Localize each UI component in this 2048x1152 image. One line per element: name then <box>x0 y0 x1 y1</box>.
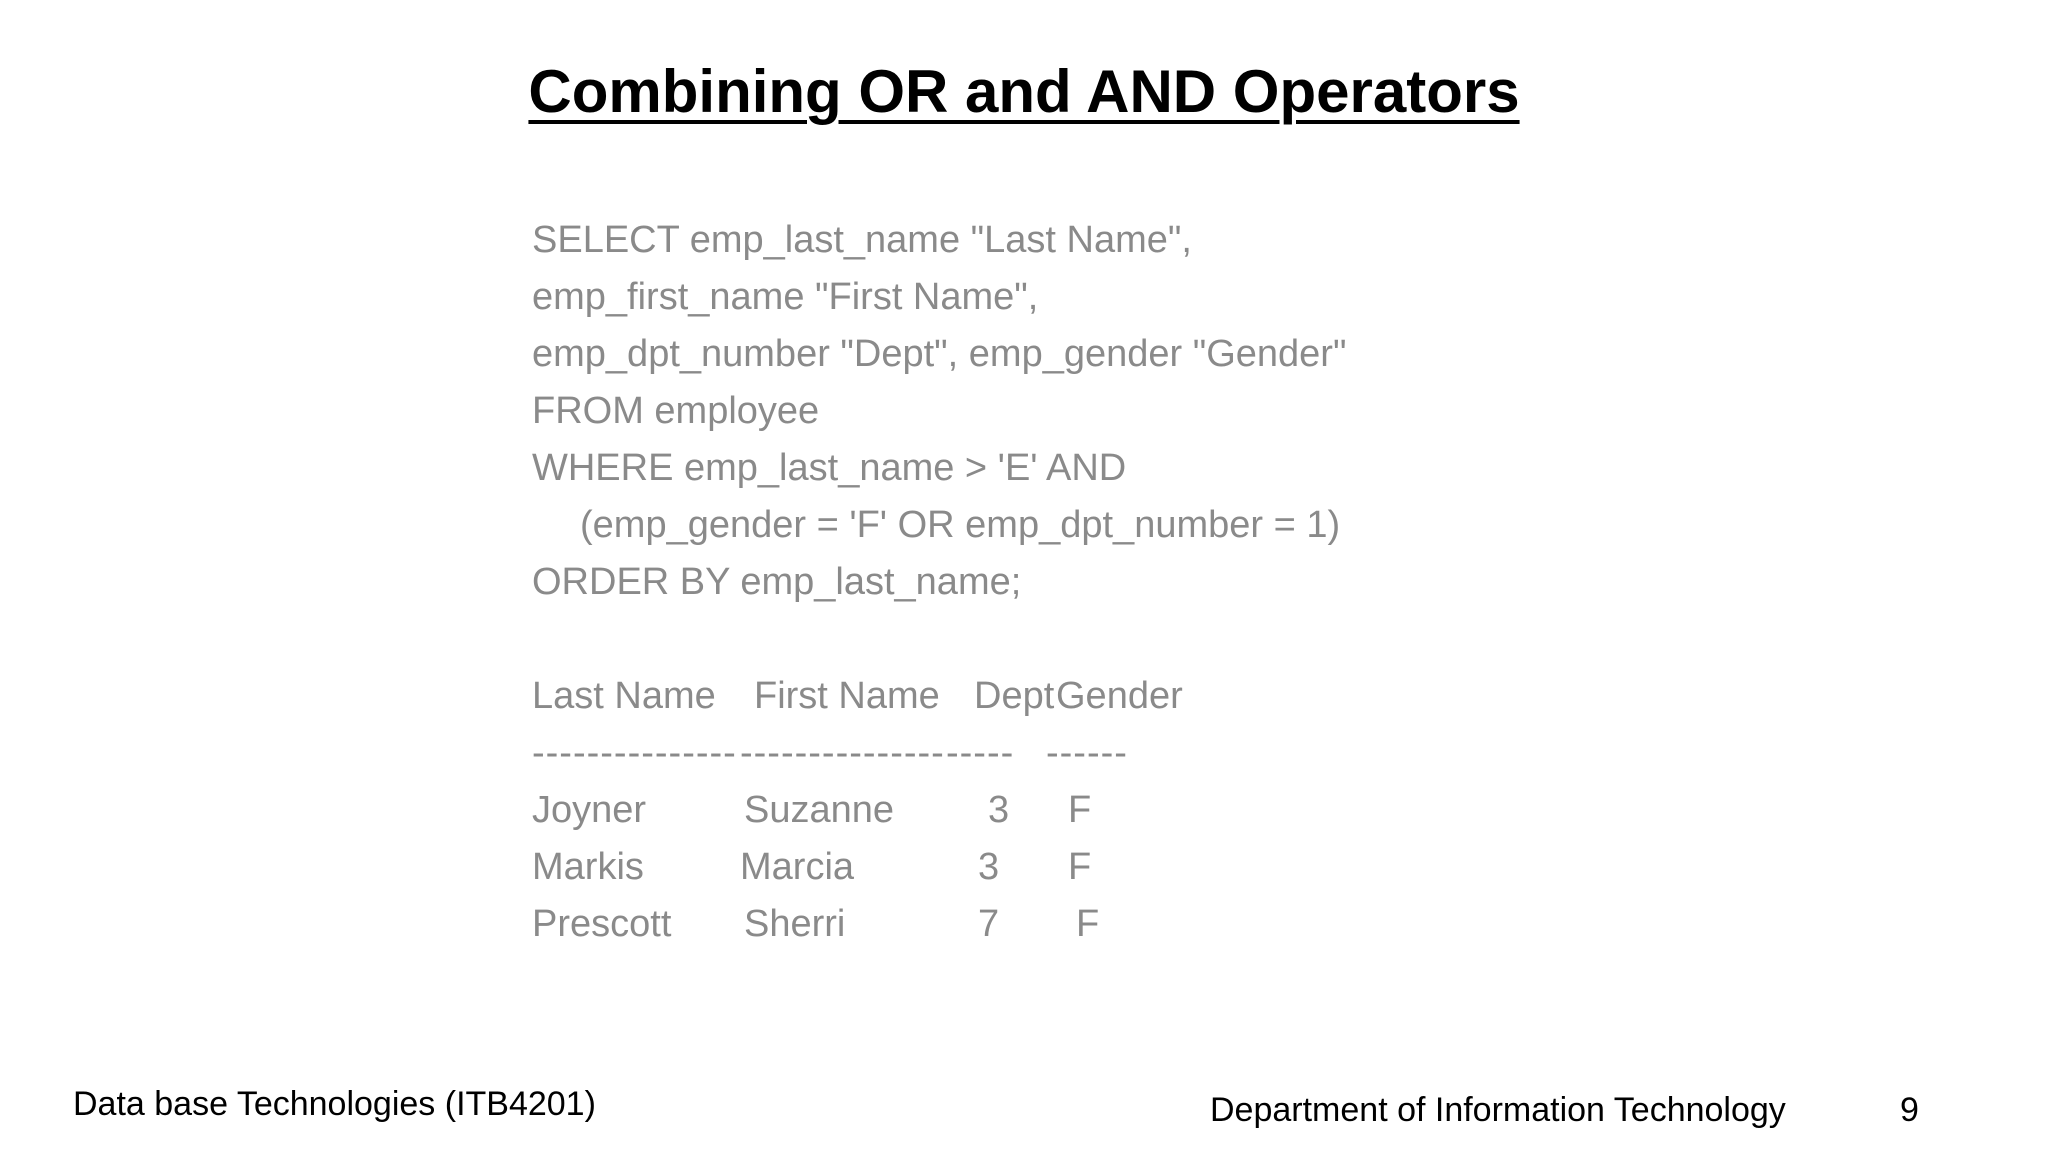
sql-line: FROM employee <box>532 390 820 432</box>
result-header-cell: Gender <box>1056 675 1183 717</box>
result-row <box>532 896 1346 953</box>
result-cell: F <box>1068 846 1092 888</box>
sql-line: (emp_gender = 'F' OR emp_dpt_number = 1) <box>580 504 1341 546</box>
sql-line: SELECT emp_last_name "Last Name", <box>532 219 1192 261</box>
result-cell: F <box>1076 903 1100 945</box>
separator: ----- <box>946 732 1015 774</box>
result-cell: Prescott <box>532 903 672 945</box>
separator: --------------- <box>532 732 737 774</box>
footer-department: Department of Information Technology <box>1210 1091 1786 1129</box>
sql-line: emp_first_name "First Name", <box>532 276 1039 318</box>
result-cell: 7 <box>978 903 1000 945</box>
slide-title: Combining OR and AND Operators <box>528 58 1520 125</box>
sql-line: ORDER BY emp_last_name; <box>532 561 1022 603</box>
result-header-cell: Last Name <box>532 675 716 717</box>
result-cell: Joyner <box>532 789 647 831</box>
separator: ------ <box>1046 732 1128 774</box>
footer-course: Data base Technologies (ITB4201) <box>73 1085 596 1123</box>
sql-example <box>532 212 1346 953</box>
result-separator-row <box>532 725 1346 782</box>
result-cell: 3 <box>978 846 1000 888</box>
separator: --------------- <box>740 732 945 774</box>
result-header-row <box>532 668 1346 725</box>
result-cell: Marcia <box>740 846 855 888</box>
result-cell: Sherri <box>744 903 846 945</box>
result-cell: Suzanne <box>744 789 895 831</box>
result-header-cell: First Name <box>754 675 940 717</box>
result-row <box>532 782 1346 839</box>
sql-line: emp_dpt_number "Dept", emp_gender "Gender" <box>532 333 1347 375</box>
result-cell: F <box>1068 789 1092 831</box>
page-number: 9 <box>1900 1091 1919 1129</box>
result-cell: 3 <box>988 789 1010 831</box>
result-cell: Markis <box>532 846 644 888</box>
result-header-cell: Dept <box>974 675 1055 717</box>
sql-line: WHERE emp_last_name > 'E' AND <box>532 447 1127 489</box>
result-row <box>532 839 1346 896</box>
